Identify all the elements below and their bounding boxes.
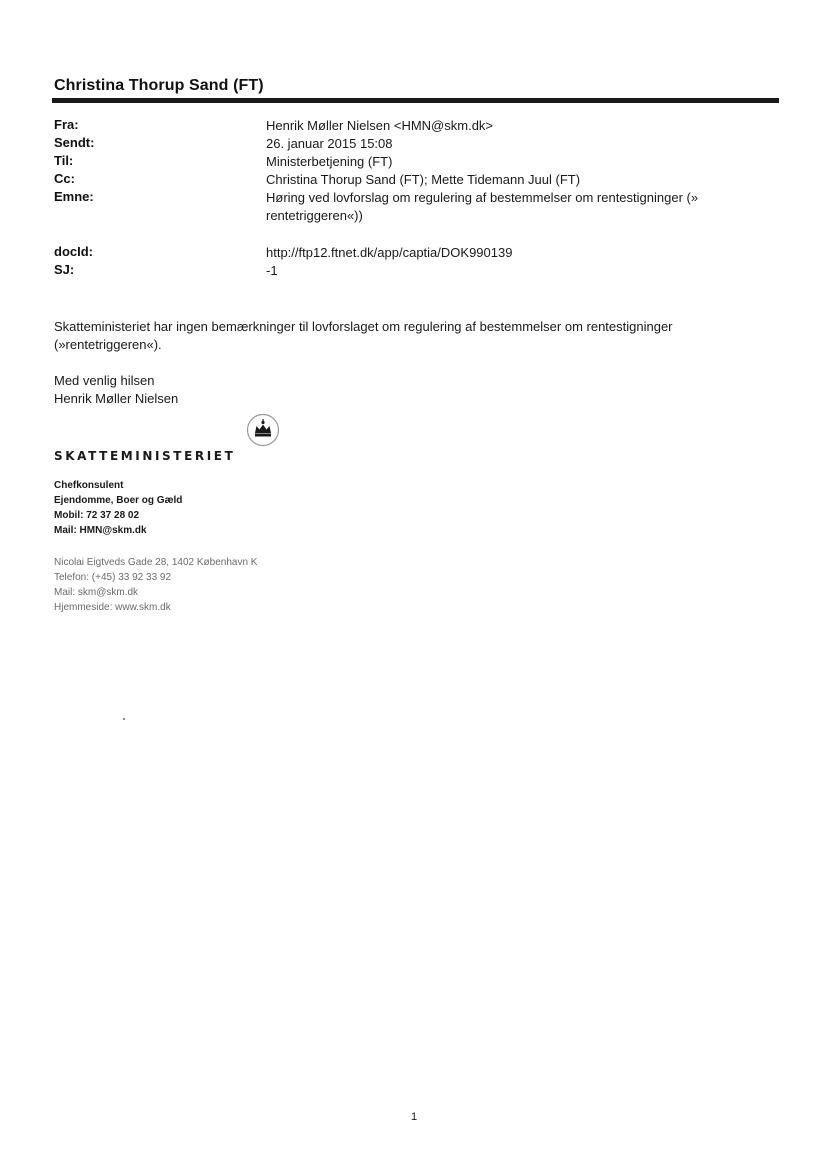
title-rule <box>52 98 779 103</box>
signature-mobile: Mobil: 72 37 28 02 <box>54 510 140 521</box>
address-street: Nicolai Eigtveds Gade 28, 1402 København K <box>54 557 258 568</box>
crown-icon <box>246 413 280 447</box>
sent-value: 26. januar 2015 15:08 <box>266 136 393 151</box>
to-label: Til: <box>54 153 74 168</box>
email-title: Christina Thorup Sand (FT) <box>54 77 264 94</box>
closing: Med venlig hilsen <box>54 373 155 388</box>
address-web: Hjemmeside: www.skm.dk <box>54 602 171 613</box>
sent-label: Sendt: <box>54 135 95 150</box>
to-value: Ministerbetjening (FT) <box>266 154 393 169</box>
sj-value: -1 <box>266 263 278 278</box>
from-value: Henrik Møller Nielsen <HMN@skm.dk> <box>266 118 494 133</box>
address-phone: Telefon: (+45) 33 92 33 92 <box>54 572 172 583</box>
subject-label: Emne: <box>54 189 94 204</box>
body-paragraph: Skatteministeriet har ingen bemærkninger til lovforslaget om regulering af bestemmelser om rentestigninger (»rentetriggeren«). <box>54 319 673 352</box>
sender-name: Henrik Møller Nielsen <box>54 391 179 406</box>
scan-speck <box>123 718 125 720</box>
ministry-logotype: SKATTEMINISTERIET <box>54 449 236 463</box>
docid-label: docId: <box>54 244 93 259</box>
cc-value: Christina Thorup Sand (FT); Mette Tidemann Juul (FT) <box>266 172 581 187</box>
signature-department: Ejendomme, Boer og Gæld <box>54 495 183 506</box>
signature-role: Chefkonsulent <box>54 480 124 491</box>
sj-label: SJ: <box>54 262 75 277</box>
page-number: 1 <box>410 1111 418 1123</box>
from-label: Fra: <box>54 117 79 132</box>
cc-label: Cc: <box>54 171 75 186</box>
address-mail: Mail: skm@skm.dk <box>54 587 139 598</box>
signature-mail: Mail: HMN@skm.dk <box>54 525 147 536</box>
subject-value: Høring ved lovforslag om regulering af bestemmelser om rentestigninger (» rentetriggeren«)) <box>266 190 699 223</box>
docid-value: http://ftp12.ftnet.dk/app/captia/DOK990139 <box>266 245 513 260</box>
